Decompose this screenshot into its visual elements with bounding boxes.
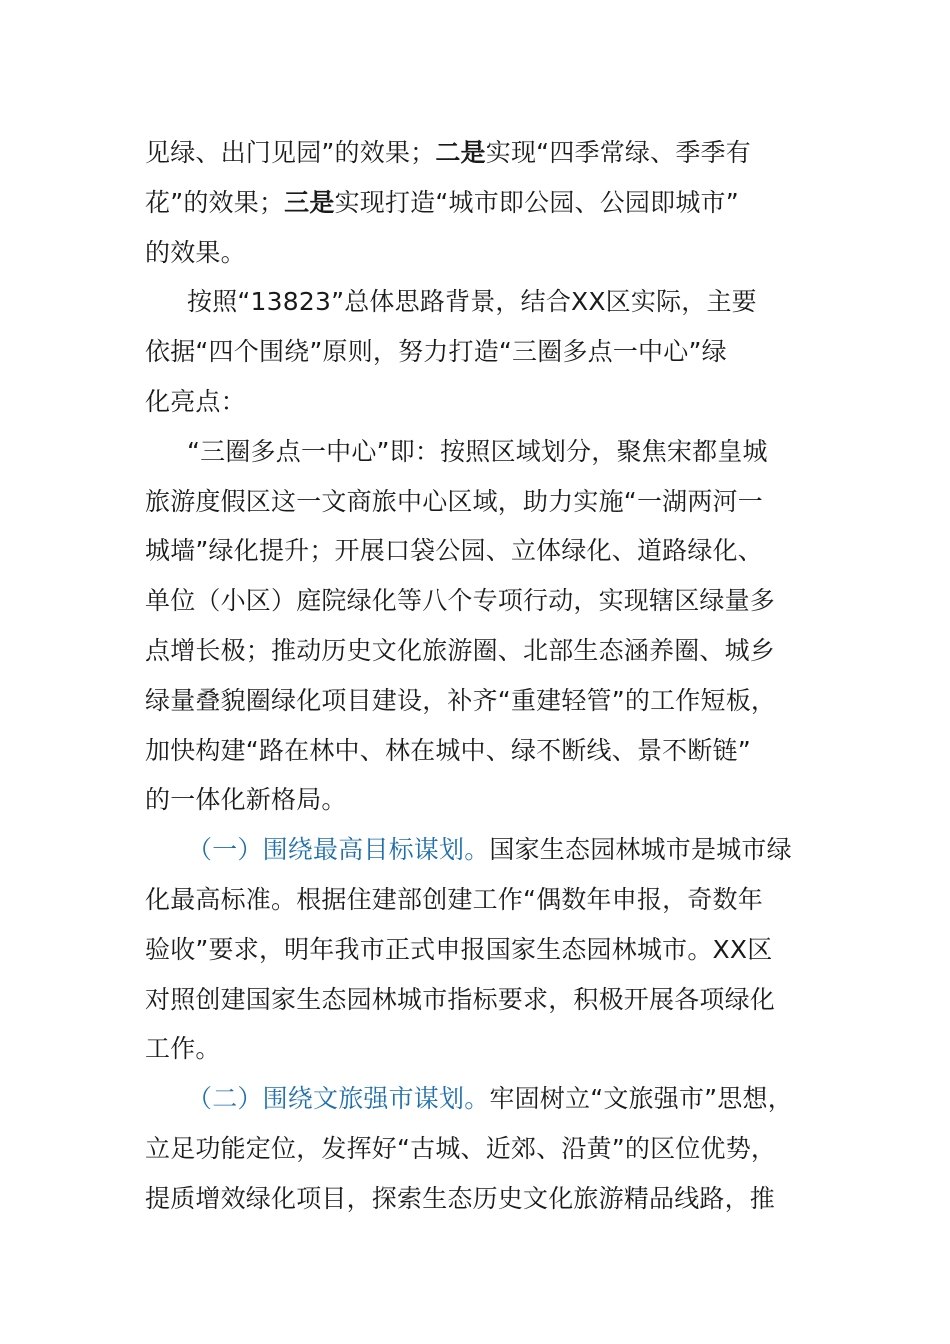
text-line [145, 676, 825, 726]
text-line [145, 825, 825, 875]
text-segment: 化最高标准。根据住建部创建工作“偶数年申报，奇数年 [145, 884, 763, 914]
text-line [145, 277, 825, 327]
text-line [145, 925, 825, 975]
text-segment: 工作。 [145, 1034, 221, 1064]
text-segment: 见绿、出门见园”的效果； [145, 138, 436, 167]
text-segment: 加快构建“路在林中、林在城中、绿不断线、景不断链” [145, 735, 751, 765]
section-heading: （一）围绕最高目标谋划。 [187, 835, 490, 865]
text-segment: 提质增效绿化项目，探索生态历史文化旅游精品线路，推 [145, 1183, 776, 1213]
text-line [145, 128, 825, 178]
text-segment: 花”的效果； [145, 187, 285, 217]
text-segment: 牢固树立“文旅强市”思想， [489, 1084, 793, 1114]
text-line [145, 626, 825, 676]
text-segment: 依据“四个围绕”原则，努力打造“三圈多点一中心”绿 [145, 337, 727, 367]
text-segment: 国家生态园林城市是城市绿 [489, 835, 792, 865]
text-line [145, 775, 825, 825]
text-segment: 单位（小区）庭院绿化等八个专项行动，实现辖区绿量多 [145, 586, 776, 616]
text-segment: 按照“13823”总体思路背景，结合XX区实际，主要 [187, 287, 757, 317]
text-line [145, 327, 825, 377]
bold-text: 二是 [435, 138, 486, 167]
text-segment: 化亮点： [145, 386, 246, 416]
text-line [145, 1174, 825, 1224]
text-line [145, 576, 825, 626]
document-body [145, 128, 825, 1224]
text-segment: 验收”要求，明年我市正式申报国家生态园林城市。XX区 [145, 934, 773, 964]
text-line [145, 726, 825, 776]
text-segment: 点增长极；推动历史文化旅游圈、北部生态涵养圈、城乡 [145, 635, 776, 665]
text-line [145, 377, 825, 427]
text-segment: 的一体化新格局。 [145, 785, 347, 815]
text-segment: 绿量叠貌圈绿化项目建设，补齐“重建轻管”的工作短板， [145, 685, 777, 715]
text-segment: 实现打造“城市即公园、公园即城市” [334, 187, 739, 217]
text-line [145, 427, 825, 477]
text-line [145, 228, 825, 278]
text-segment: 实现“四季常绿、季季有 [485, 138, 751, 167]
text-segment: 旅游度假区这一文商旅中心区域，助力实施“一湖两河一 [145, 486, 763, 516]
text-line [145, 477, 825, 527]
text-line [145, 1074, 825, 1124]
bold-text: 三是 [284, 187, 335, 217]
text-segment: 对照创建国家生态园林城市指标要求，积极开展各项绿化 [145, 984, 776, 1014]
text-segment: “三圈多点一中心”即：按照区域划分，聚焦宋都皇城 [187, 436, 768, 466]
text-segment: 的效果。 [145, 237, 246, 267]
section-heading: （二）围绕文旅强市谋划。 [187, 1084, 490, 1114]
text-segment: 立足功能定位，发挥好“古城、近郊、沿黄”的区位优势， [145, 1133, 777, 1163]
text-line [145, 975, 825, 1025]
text-line [145, 875, 825, 925]
text-line [145, 178, 825, 228]
text-line [145, 1124, 825, 1174]
text-line [145, 526, 825, 576]
text-segment: 城墙”绿化提升；开展口袋公园、立体绿化、道路绿化、 [145, 536, 763, 566]
text-line [145, 1024, 825, 1074]
